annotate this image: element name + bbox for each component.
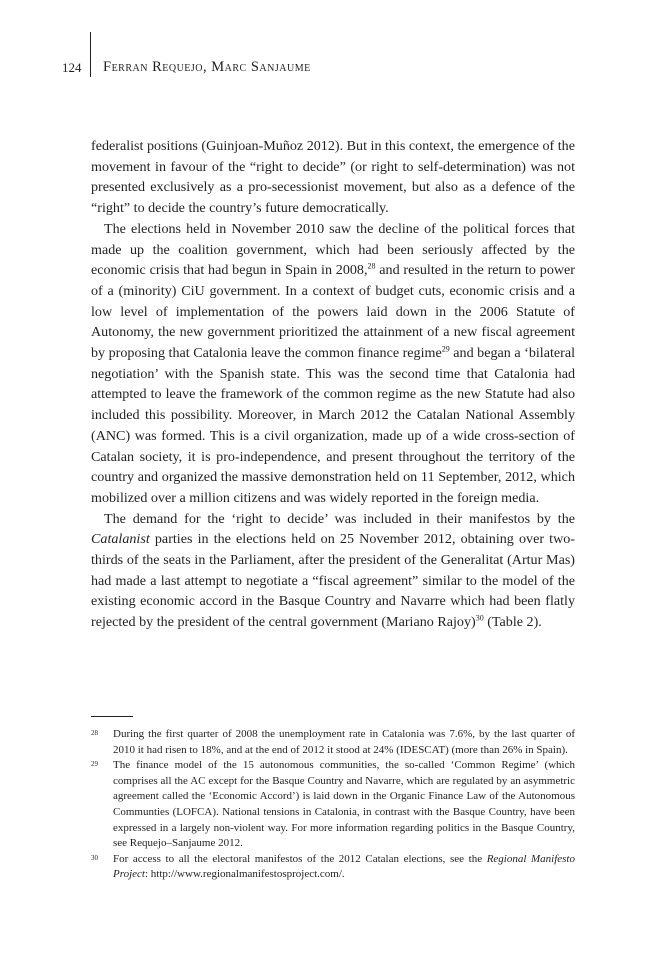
footnote-29 <box>91 758 575 852</box>
footnote-28 <box>91 727 575 758</box>
footnote-ref-30[interactable]: 30 <box>475 613 484 623</box>
footnote-number: 30 <box>91 853 98 862</box>
header-divider <box>90 32 91 77</box>
page-number: 124 <box>62 60 82 75</box>
paragraph-2-text-c: and began a ‘bilateral negotiation’ with the Spanish state. This was the second time that Catalonia had attempted to leave the framework of the common regime as the new Statute had also included this possibility. Moreover, in March 2012 the Catalan National Assembly (ANC) was formed. This is a civil organization, made up of a wide cross-section of Catalan society, it is pro-independence, and present throughout the territory of the country and organized the massive demonstration held on 11 September, 2012, which mobilized over a million citizens and was widely reported in the foreign media. <box>91 345 575 506</box>
paragraph-2-text-b: and resulted in the return to power of a (minority) CiU government. In a context of budget cuts, economic crisis and a low level of implementation of the powers laid down in the 2006 Statute of Autonomy, the new government prioritized the attainment of a new fiscal agreement by proposing that Catalonia leave the common finance regime <box>91 262 575 362</box>
body-text <box>91 136 575 633</box>
footnote-text-b[interactable]: : http://www.regionalmanifestosproject.com/. <box>144 868 345 881</box>
footnote-ref-28[interactable]: 28 <box>367 261 376 271</box>
footnote-number: 29 <box>91 760 98 769</box>
paragraph-2-text-a: The elections held in November 2010 saw the decline of the political forces that made up the coalition government, which had been seriously affected by the economic crisis that had begun in Spain in 2008, <box>91 220 575 279</box>
paragraph-2 <box>91 219 575 509</box>
footnote-text-a: For access to all the electoral manifestos of the 2012 Catalan elections, see the <box>113 852 487 865</box>
footnote-text: During the first quarter of 2008 the unemployment rate in Catalonia was 7.6%, by the last quarter of 2010 it had risen to 18%, and at the end of 2012 it stood at 24% (IDESCAT) (more than 26% in Spain). <box>113 728 575 756</box>
footnotes <box>91 727 575 883</box>
paragraph-3-emphasis: Catalanist <box>91 531 150 548</box>
footnote-emphasis: Regional Manifesto Project <box>113 852 575 881</box>
paragraph-3-text-c: (Table 2). <box>483 614 542 631</box>
footnote-text <box>113 852 575 883</box>
paragraph-1 <box>91 136 575 219</box>
running-head: Ferran Requejo, Marc Sanjaume <box>103 59 311 75</box>
footnote-separator <box>91 716 133 717</box>
paragraph-3-text-b: parties in the elections held on 25 November 2012, obtaining over two-thirds of the seats in the Parliament, after the president of the Generalitat (Artur Mas) had made a last attempt to negotiate a “fiscal agreement” similar to the model of the existing economic accord in the Basque Country and Navarre which had been flatly rejected by the president of the central government (Mariano Rajoy) <box>91 531 575 631</box>
footnote-30 <box>91 852 575 883</box>
paragraph-3 <box>91 509 575 633</box>
footnote-text: The finance model of the 15 autonomous communities, the so-called ‘Common Regime’ (which comprises all the AC except for the Basque Country and Navarre, which are regulated by an asymmetric agreement called the ‘Economic Accord’) is laid down in the Organic Finance Law of the Autonomous Communties (LOFCA). National tensions in Catalonia, in contrast with the Basque Country, have been expressed in a largely non-violent way. For more information regarding politics in the Basque Country, see Requejo–Sanjaume 2012. <box>113 759 575 850</box>
footnote-number: 28 <box>91 729 98 737</box>
footnote-ref-29[interactable]: 29 <box>441 344 450 354</box>
paragraph-3-text-a: The demand for the ‘right to decide’ was included in their manifestos by the <box>104 510 575 527</box>
paragraph-1-text: federalist positions (Guinjoan-Muñoz 2012). But in this context, the emergence of the movement in favour of the “right to decide” (or right to self-determination) was not presented exclusively as a pro-secessionist movement, but also as a defence of the “right” to decide the country’s future democratically. <box>91 138 575 217</box>
page-header <box>0 32 650 82</box>
